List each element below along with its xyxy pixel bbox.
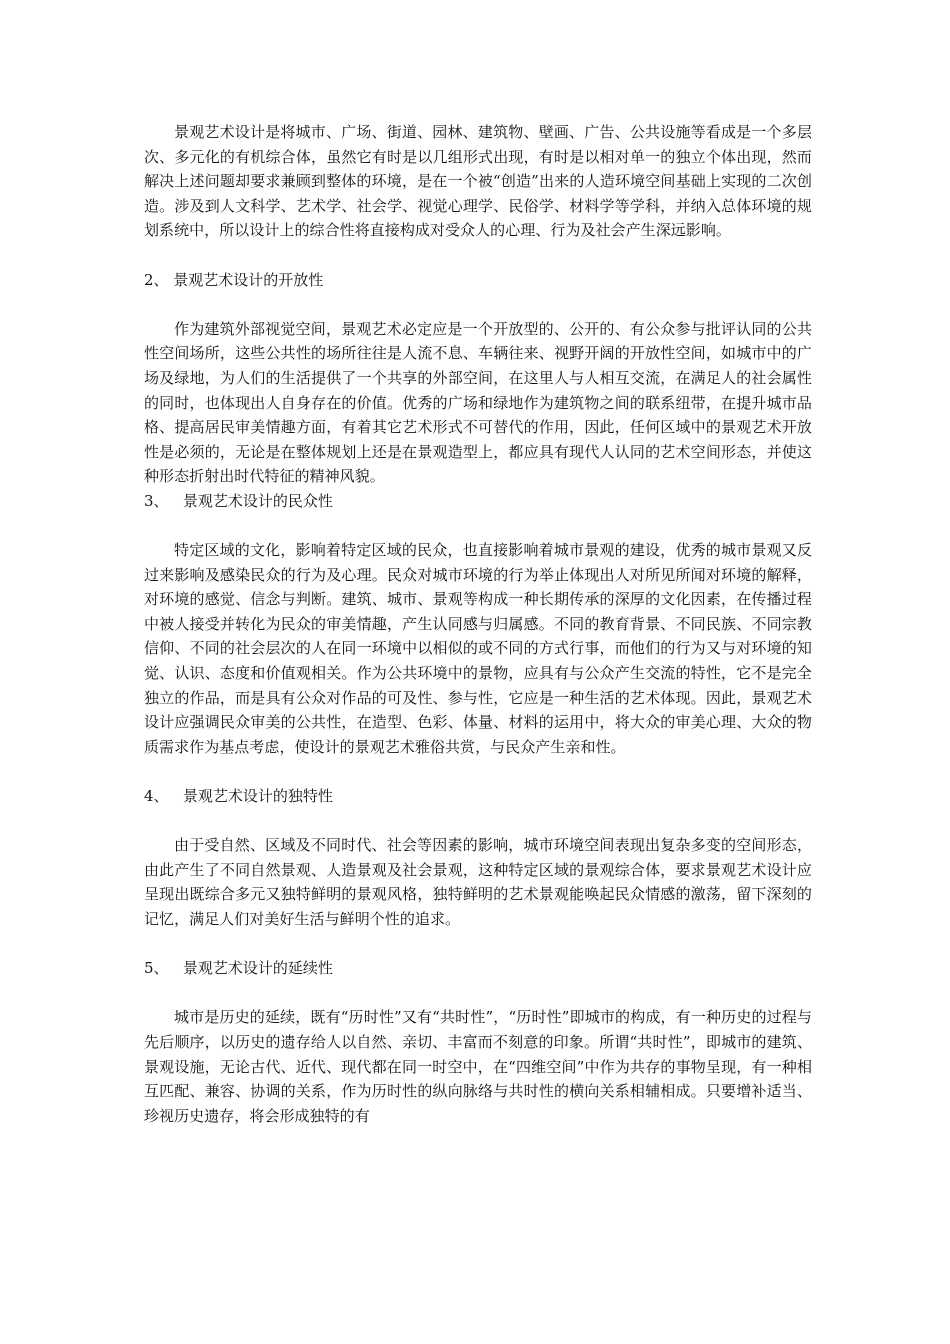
spacer [144, 932, 812, 957]
spacer [144, 809, 812, 834]
paragraph-openness: 作为建筑外部视觉空间，景观艺术必定应是一个开放型的、公开的、有公众参与批评认同的公共性空间场所，这些公共性的场所往往是人流不息、车辆往来、视野开阔的开放性空间，如城市中的广场及绿地，为人们的生活提供了一个共享的外部空间，在这里人与人相互交流，在满足人的社会属性的同时，也体现出人自身存在的价值。优秀的广场和绿地作为建筑物之间的联系纽带，在提升城市品格、提高居民审美情趣方面，有着其它艺术形式不可替代的作用，因此，任何区域中的景观艺术开放性是必须的，无论是在整体规划上还是在景观造型上，都应具有现代人认同的艺术空间形态，并使这种形态折射出时代特征的精神风貌。 [144, 319, 812, 486]
spacer [144, 759, 812, 784]
spacer [144, 243, 812, 268]
paragraph-uniqueness: 由于受自然、区域及不同时代、社会等因素的影响，城市环境空间表现出复杂多变的空间形态，由此产生了不同自然景观、人造景观及社会景观，这种特定区域的景观综合体，要求景观艺术设计应呈现出既综合多元又独特鲜明的景观风格，独特鲜明的艺术景观能唤起民众情感的激荡，留下深刻的记忆，满足人们对美好生活与鲜明个性的追求。 [144, 836, 812, 928]
paragraph-public: 特定区域的文化，影响着特定区域的民众，也直接影响着城市景观的建设，优秀的城市景观又反过来影响及感染民众的行为及心理。民众对城市环境的行为举止体现出人对所见所闻对环境的解释，对环境的感觉、信念与判断。建筑、城市、景观等构成一种长期传承的深厚的文化因素，在传播过程中被人接受并转化为民众的审美情趣，产生认同感与归属感。不同的教育背景、不同民族、不同宗教信仰、不同的社会层次的人在同一环境中以相似的或不同的方式行事，而他们的行为又与对环境的知觉、认识、态度和价值观相关。作为公共环境中的景物，应具有与公众产生交流的特性，它不是完全独立的作品，而是具有公众对作品的可及性、参与性，它应是一种生活的艺术体现。因此，景观艺术设计应强调民众审美的公共性，在造型、色彩、体量、材料的运用中，将大众的审美心理、大众的物质需求作为基点考虑，使设计的景观艺术雅俗共赏，与民众产生亲和性。 [144, 541, 812, 756]
section-heading-continuity: 5、 景观艺术设计的延续性 [144, 959, 333, 978]
spacer [144, 514, 812, 539]
document-page [144, 120, 812, 1128]
section-heading-public: 3、 景观艺术设计的民众性 [144, 491, 333, 510]
spacer [144, 981, 812, 1006]
paragraph-continuity: 城市是历史的延续，既有“历时性”又有“共时性”，“历时性”即城市的构成，有一种历史的过程与先后顺序，以历史的遗存给人以自然、亲切、丰富而不刻意的印象。所谓“共时性”，即城市的建筑、景观设施，无论古代、近代、现代都在同一时空中，在“四维空间”中作为共存的事物呈现，有一种相互匹配、兼容、协调的关系，作为历时性的纵向脉络与共时性的横向关系相辅相成。只要增补适当、珍视历史遗存，将会形成独特的有 [144, 1008, 812, 1125]
section-heading-openness: 2、 景观艺术设计的开放性 [144, 270, 324, 289]
spacer [144, 292, 812, 317]
section-heading-uniqueness: 4、 景观艺术设计的独特性 [144, 787, 333, 806]
paragraph-intro: 景观艺术设计是将城市、广场、街道、园林、建筑物、壁画、广告、公共设施等看成是一个多层次、多元化的有机综合体，虽然它有时是以几组形式出现，有时是以相对单一的独立个体出现，然而解决上述问题却要求兼顾到整体的环境，是在一个被“创造”出来的人造环境空间基础上实现的二次创造。涉及到人文科学、艺术学、社会学、视觉心理学、民俗学、材料学等学科，并纳入总体环境的规划系统中，所以设计上的综合性将直接构成对受众人的心理、行为及社会产生深远影响。 [144, 123, 812, 240]
